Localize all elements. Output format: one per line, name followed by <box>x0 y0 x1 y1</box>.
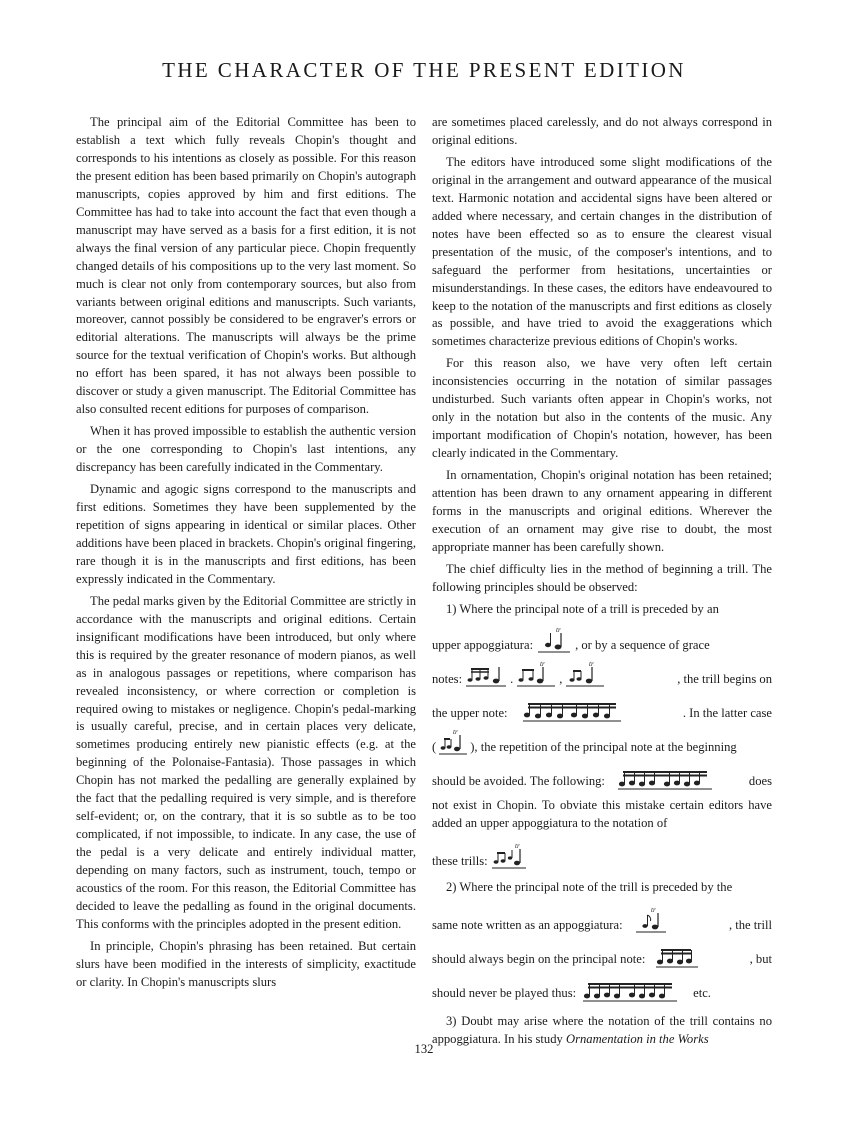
page-title: THE CHARACTER OF THE PRESENT EDITION <box>162 58 686 82</box>
text-run: , the trill <box>728 917 772 932</box>
music-example-line <box>432 655 772 689</box>
music-example-line <box>432 621 772 655</box>
text-run: these trills: <box>432 853 488 868</box>
text-run: etc. <box>693 985 711 1000</box>
text-run: 3) Doubt may arise where the notation of the trill contains no appoggiatura. In his study <box>432 1013 772 1046</box>
paragraph: In principle, Chopin's phrasing has been retained. But certain slurs have been modified in the interests of simplicity, exactitude or clarity. In Chopin's manuscripts slurs <box>76 938 416 989</box>
music-example-appoggiatura <box>536 625 572 655</box>
music-example-upper-note-trill <box>522 699 622 723</box>
svg-text:tr: tr <box>540 659 545 668</box>
text-run: , <box>559 671 563 686</box>
svg-text:tr: tr <box>556 625 561 634</box>
music-example-line <box>432 969 772 1003</box>
music-example-incorrect-trill <box>582 979 678 1003</box>
paragraph: For this reason also, we have very often left certain inconsistencies occurring in the notation of similar passages undisturbed. Such variants often appear in Chopin's works, not only in the notation but also in the contents of the music. Any important modification of Chopin's notation, however, has been clearly indicated in the Commentary. <box>432 356 772 461</box>
music-example-principal-note-trill <box>655 945 699 969</box>
text-run: should be avoided. The following: <box>432 773 605 788</box>
music-example-wrong-trill <box>617 767 713 791</box>
text-run: should never be played thus: <box>432 985 577 1000</box>
music-example-added-appoggiatura <box>491 841 527 871</box>
music-example-line <box>432 723 772 757</box>
paragraph: not exist in Chopin. To obviate this mistake certain editors have added an upper appoggiatura to the notation of <box>432 797 772 830</box>
music-example-latter-case <box>438 727 468 757</box>
svg-text:tr: tr <box>589 659 595 668</box>
text-run: ), the repetition of the principal note at the beginning <box>470 739 737 754</box>
text-run: does <box>748 773 772 788</box>
left-column <box>76 114 416 996</box>
paragraph: are sometimes placed carelessly, and do not always correspond in original editions. <box>432 115 772 147</box>
text-run: upper appoggiatura: <box>432 637 534 652</box>
right-column <box>432 114 772 1053</box>
music-example-grace-notes-2 <box>516 659 556 689</box>
text-run: , but <box>749 951 772 966</box>
text-run: ( <box>432 739 437 754</box>
music-example-line <box>432 757 772 791</box>
svg-text:tr: tr <box>453 727 458 736</box>
paragraph: When it has proved impossible to establish the authentic version or the one corresponding to Chopin's last intentions, any discrepancy has been carefully indicated in the Commentary. <box>76 424 416 475</box>
text-run: same note written as an appoggiatura: <box>432 917 623 932</box>
page-number: 132 <box>414 1042 434 1056</box>
text-run: . <box>510 671 514 686</box>
text-run: the upper note: <box>432 705 508 720</box>
music-example-line <box>432 901 772 935</box>
svg-text:tr: tr <box>650 905 656 914</box>
paragraph: The pedal marks given by the Editorial Committee are strictly in accordance with the manuscripts and original editions. Certain insignificant modifications have been introduced, but only where this is required by the greater resonance of modern pianos, as well as in analogous passages or repetitions, where comparison has revealed inconsistency, or where correction or completion is required owing to mistakes or negligence. Chopin's pedal-marking is usually careful, precise, and in certain places very delicate, sometimes producing entirely new pianistic effects (e.g. at the beginning of the Polonaise-Fantasia). Those passages in which Chopin has not marked the pedalling are generally explained by the fact that the pedalling required is very simple, and is therefore self-evident; or, on the contrary, that it is so subtle as to be too complicated, if not impossible, to indicate. In any case, the use of the pedal is a very delicate and entirely individual matter, depending on many factors, such as instrument, touch, tempo or acoustics of the room. For this reason, the Editorial Committee has decided to leave the pedalling as found in the original documents. This conforms with the principles adopted in the present edition. <box>76 593 416 931</box>
music-example-line <box>432 935 772 969</box>
music-example-grace-notes-1 <box>465 659 507 689</box>
paragraph: The principal aim of the Editorial Committee has been to establish a text which fully reveals Chopin's thought and corresponds to his intentions as closely as possible. For this reason the present edition has been based primarily on Chopin's autograph manuscripts, copies approved by him and first editions. The Committee has had to take into account the fact that even though a manuscript may have served as a basis for a first edition, it is not always the final version of any particular piece. Chopin frequently changed details of his compositions up to the very last moment. So much is clear not only from contemporary sources, but also from variants between original editions and manuscripts. Such variants, moreover, cannot possibly be considered to be engraver's errors or editorial alterations. The manuscripts will always be the prime source for the textual verification of Chopin's works. But although no effort has been spared, it has not always been possible to discover or study a given manuscript. The Editorial Committee has also consulted recent editions for purposes of comparison. <box>76 115 416 417</box>
paragraph: The chief difficulty lies in the method of beginning a trill. The following principles should be observed: <box>432 561 772 594</box>
music-example-same-note-appoggiatura <box>635 905 667 935</box>
text-run: , or by a sequence of grace <box>575 637 710 652</box>
text-run: should always begin on the principal note: <box>432 951 646 966</box>
text-run: , the trill begins on <box>677 671 772 686</box>
paragraph: 2) Where the principal note of the trill is preceded by the <box>446 879 733 894</box>
text-run: . In the latter case <box>682 705 772 720</box>
music-example-line <box>432 837 772 871</box>
svg-text:tr: tr <box>514 841 520 850</box>
paragraph: The editors have introduced some slight modifications of the original in the arrangement and outward appearance of the musical text. Harmonic notation and accidental signs have been altered or added where necessary, and certain changes in the distribution of notes have been effected so as to ensure the clearest visual presentation of the music, of the composer's intentions, and to safeguard the performer from hesitations, uncertainties or misunderstandings. In these cases, the editors have endeavoured to keep to the notation of the manuscripts and first editions as closely as possible, and have tried to avoid the exaggerations which sometimes characterize previous editions of Chopin's works. <box>432 154 772 349</box>
study-title: Ornamentation in the Works <box>565 1031 709 1046</box>
paragraph: In ornamentation, Chopin's original notation has been retained; attention has been drawn to any ornament appearing in different forms in the manuscripts and original editions. Wherever the execution of an ornament may give rise to doubt, the most appropriate manner has been carefully shown. <box>432 468 772 554</box>
paragraph: 1) Where the principal note of a trill is preceded by an <box>446 601 719 616</box>
music-example-line <box>432 689 772 723</box>
paragraph: Dynamic and agogic signs correspond to the manuscripts and first editions. Sometimes they have been supplemented by the repetition of signs appearing in identical or similar places. Other additions have been placed in brackets. Chopin's original fingering, rare though it is in the manuscripts and first editions, has been expressly indicated in the Commentary. <box>76 482 416 586</box>
music-example-grace-notes-3 <box>565 659 605 689</box>
text-run: notes: <box>432 671 463 686</box>
